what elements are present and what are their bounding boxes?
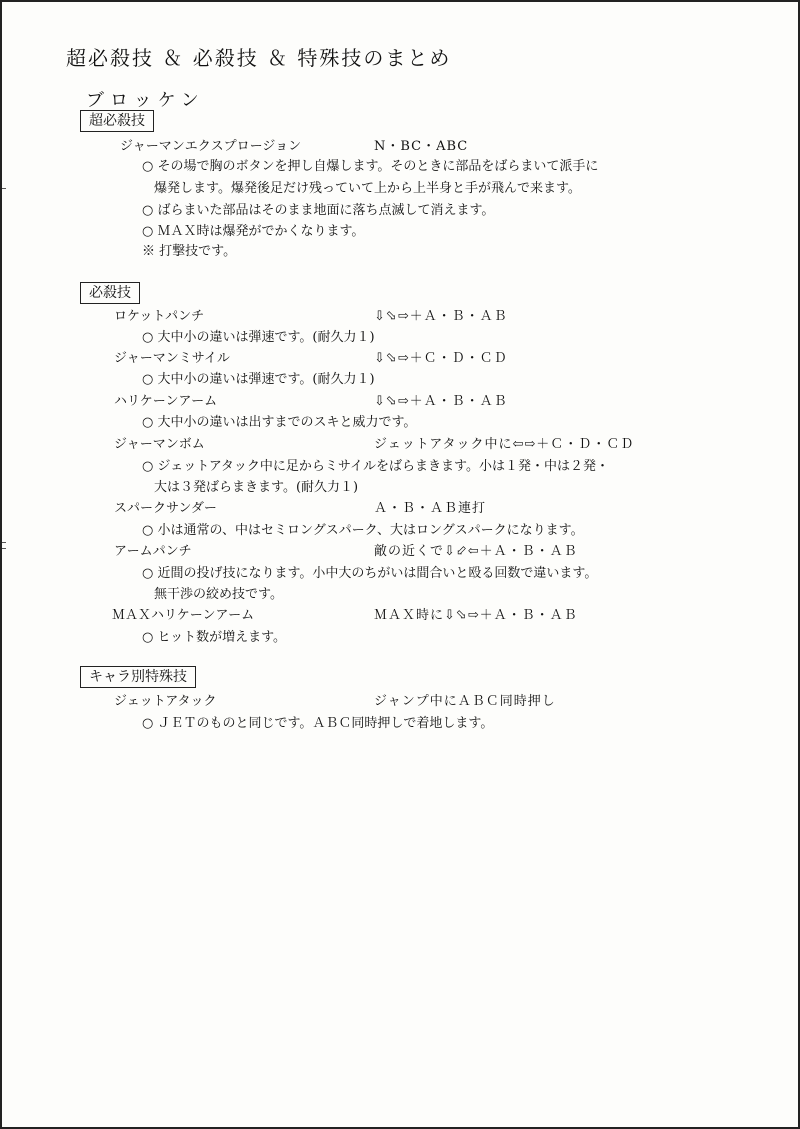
- margin-mark: [2, 542, 6, 543]
- move-command: ジェットアタック中に⇦⇨＋Ｃ・Ｄ・ＣＤ: [374, 437, 635, 452]
- move-name: アームパンチ: [114, 544, 192, 559]
- move-command: N・BC・ABC: [374, 139, 469, 154]
- character-name: ブロッケン: [86, 90, 205, 111]
- move-note: ○ ジェットアタック中に足からミサイルをばらまきます。小は１発・中は２発・: [142, 459, 609, 474]
- move-command: 敵の近くで⇩⬃⇦＋Ａ・Ｂ・ＡＢ: [374, 544, 578, 559]
- move-name: ジャーマンミサイル: [114, 351, 230, 366]
- move-note: ○ 大中小の違いは出すまでのスキと威力です。: [142, 415, 417, 430]
- move-name: ＭＡＸハリケーンアーム: [112, 608, 255, 623]
- move-note: ○ ヒット数が増えます。: [142, 630, 287, 645]
- margin-mark: [2, 188, 6, 189]
- move-note: ○ ＭＡＸ時は爆発がでかくなります。: [142, 224, 365, 239]
- section-label-special: 必殺技: [80, 282, 140, 304]
- move-note: ○ 大中小の違いは弾速です。(耐久力１): [142, 372, 375, 387]
- move-command: ジャンプ中にＡＢＣ同時押し: [374, 694, 556, 709]
- move-name: ジェットアタック: [114, 694, 217, 709]
- move-name: ロケットパンチ: [114, 309, 205, 324]
- move-note: ※ 打撃技です。: [142, 244, 237, 259]
- move-command: ⇩⬂⇨＋Ａ・Ｂ・ＡＢ: [374, 309, 508, 324]
- move-name: スパークサンダー: [114, 501, 217, 516]
- move-command: ＭＡＸ時に⇩⬂⇨＋Ａ・Ｂ・ＡＢ: [374, 608, 578, 623]
- move-name: ジャーマンボム: [114, 437, 205, 452]
- move-name: ジャーマンエクスプロージョン: [120, 139, 302, 154]
- move-command: ⇩⬂⇨＋Ｃ・Ｄ・ＣＤ: [374, 351, 508, 366]
- move-command: Ａ・Ｂ・ＡＢ連打: [374, 501, 487, 516]
- move-note: ○ ばらまいた部品はそのまま地面に落ち点滅して消えます。: [142, 203, 495, 218]
- move-note: 大は３発ばらまきます。(耐久力１): [154, 480, 359, 495]
- move-note: ○ 小は通常の、中はセミロングスパーク、大はロングスパークになります。: [142, 523, 584, 538]
- move-note: 爆発します。爆発後足だけ残っていて上から上半身と手が飛んで来ます。: [154, 181, 581, 196]
- section-label-unique: キャラ別特殊技: [80, 666, 196, 688]
- move-name: ハリケーンアーム: [114, 394, 218, 409]
- move-command: ⇩⬂⇨＋Ａ・Ｂ・ＡＢ: [374, 394, 508, 409]
- move-note: ○ 大中小の違いは弾速です。(耐久力１): [142, 330, 375, 345]
- move-note: 無干渉の絞め技です。: [154, 587, 283, 602]
- margin-mark: [2, 548, 6, 549]
- move-note: ○ 近間の投げ技になります。小中大のちがいは間合いと殴る回数で違います。: [142, 566, 598, 581]
- document-title: 超必殺技 ＆ 必殺技 ＆ 特殊技のまとめ: [66, 46, 452, 70]
- move-note: ○ その場で胸のボタンを押し自爆します。そのときに部品をばらまいて派手に: [142, 159, 599, 174]
- move-note: ○ ＪＥＴのものと同じです。ＡＢＣ同時押しで着地します。: [142, 716, 494, 731]
- section-label-super: 超必殺技: [80, 110, 154, 132]
